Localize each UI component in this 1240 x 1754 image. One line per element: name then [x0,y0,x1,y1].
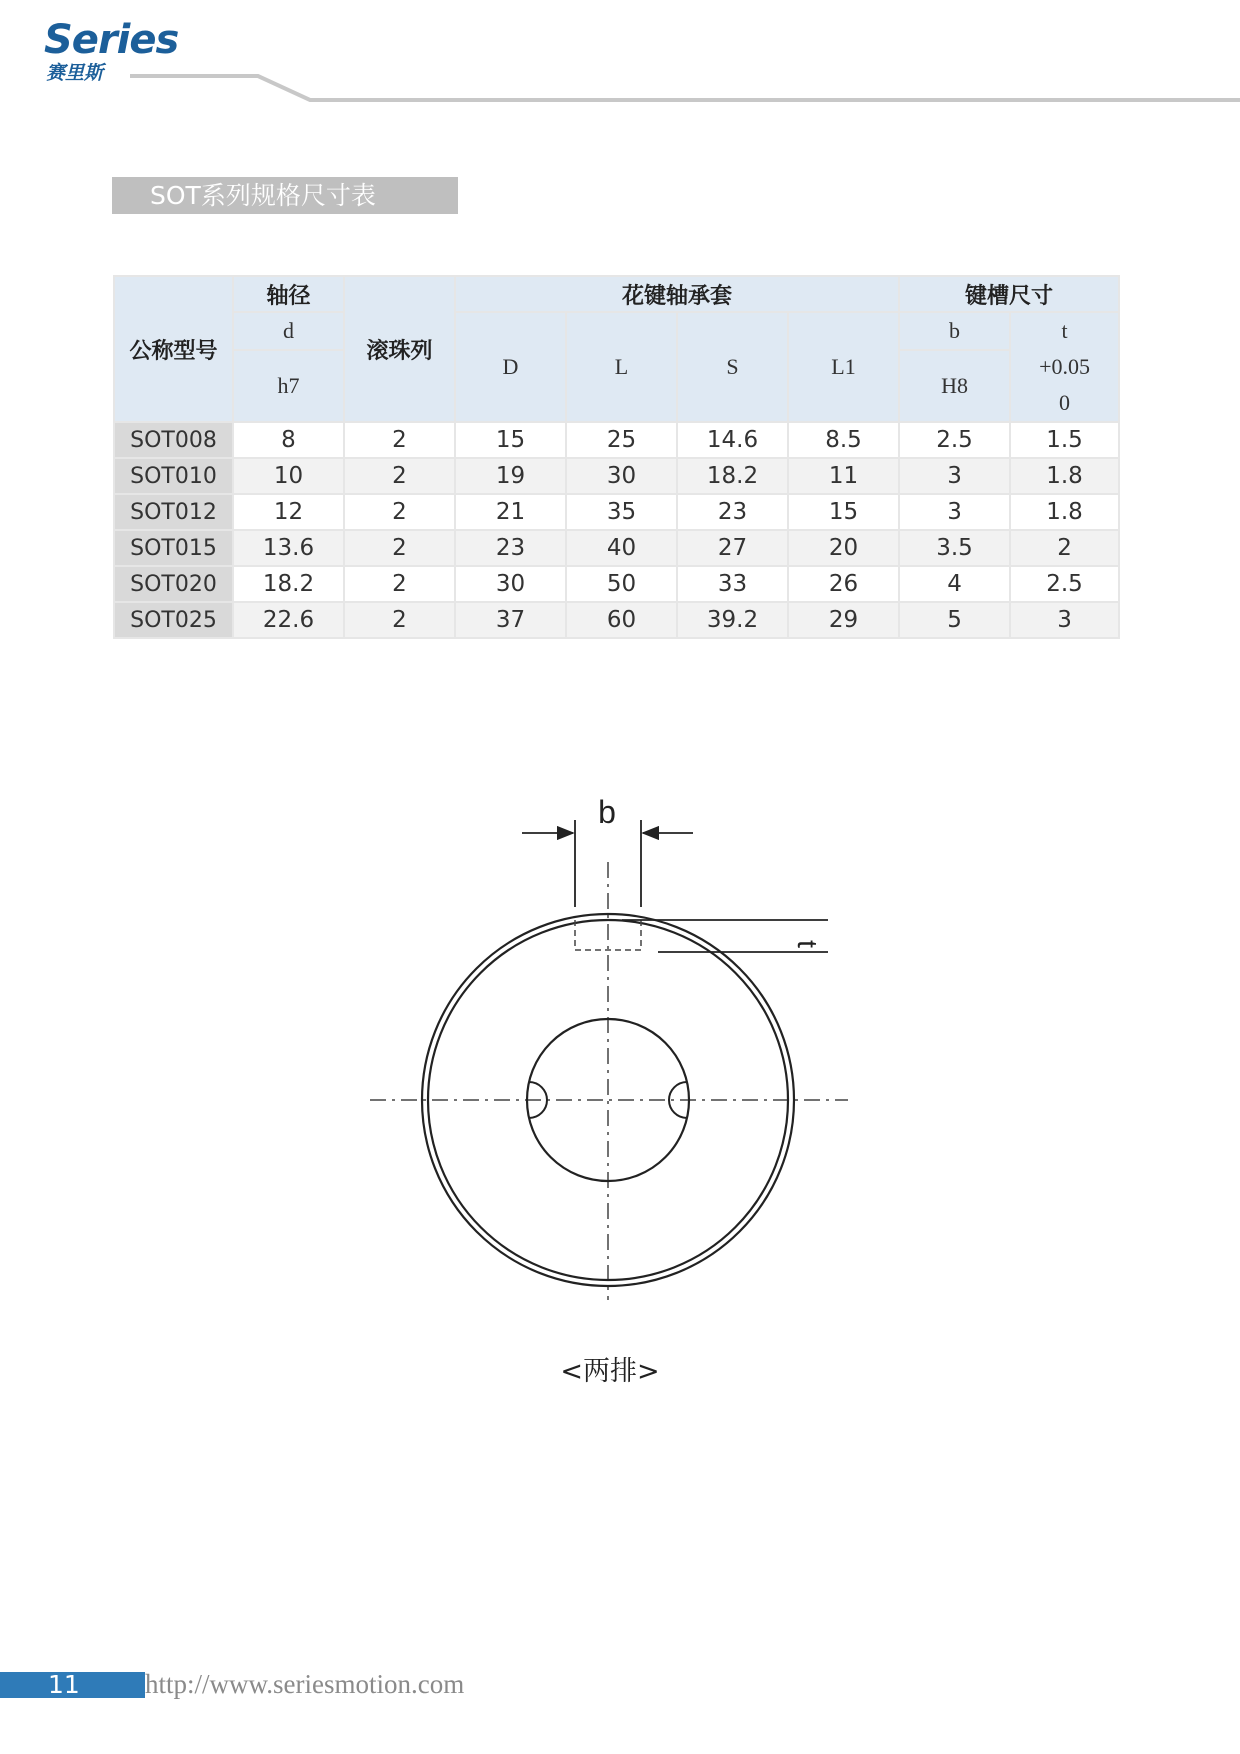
header-model: 公称型号 [114,276,233,422]
cell-t: 2.5 [1010,566,1119,602]
ball-groove-right [669,1082,687,1118]
cell-D: 23 [455,530,566,566]
header-shaft-group: 轴径 [233,276,344,312]
b-dimension-label: b [598,794,616,830]
cell-d: 10 [233,458,344,494]
cell-balls: 2 [344,422,455,458]
table-row [114,602,1119,638]
logo-chinese-name: 赛里斯 [46,62,104,84]
cell-L1: 8.5 [788,422,899,458]
cell-balls: 2 [344,602,455,638]
table-row [114,566,1119,602]
header-t-tol-lower: 0 [1059,390,1071,415]
keyway [575,920,641,950]
t-dimension-label: t [792,940,823,948]
header-t-label: t [1061,318,1068,343]
cell-S: 23 [677,494,788,530]
header-sleeve-group: 花键轴承套 [455,276,899,312]
cell-L: 30 [566,458,677,494]
header-L1: L1 [788,312,899,422]
header-D: D [455,312,566,422]
cell-balls: 2 [344,530,455,566]
cell-b: 3.5 [899,530,1010,566]
cell-L1: 26 [788,566,899,602]
cell-balls: 2 [344,458,455,494]
cell-L: 25 [566,422,677,458]
cell-L: 35 [566,494,677,530]
cell-d: 18.2 [233,566,344,602]
cell-d: 13.6 [233,530,344,566]
page-number: 11 [48,1670,80,1699]
spec-table [113,275,1120,639]
cell-model: SOT008 [114,422,233,458]
outer-circle-inner-edge [428,920,788,1280]
cell-b: 3 [899,458,1010,494]
cell-L: 40 [566,530,677,566]
cell-model: SOT012 [114,494,233,530]
header-shaft-tol: h7 [233,350,344,422]
cell-S: 33 [677,566,788,602]
cell-S: 18.2 [677,458,788,494]
header-shaft-d: d [233,312,344,350]
header-ball-rows: 滚珠列 [344,276,455,422]
cell-balls: 2 [344,494,455,530]
cell-D: 30 [455,566,566,602]
table-row [114,422,1119,458]
website-url[interactable]: http://www.seriesmotion.com [145,1669,465,1699]
header-S: S [677,312,788,422]
ball-groove-left [529,1082,547,1118]
cell-d: 22.6 [233,602,344,638]
cell-t: 1.8 [1010,458,1119,494]
cell-d: 8 [233,422,344,458]
cell-model: SOT020 [114,566,233,602]
cell-D: 21 [455,494,566,530]
table-row [114,530,1119,566]
table-row [114,494,1119,530]
header-key-group: 键槽尺寸 [899,276,1119,312]
cell-S: 39.2 [677,602,788,638]
cell-balls: 2 [344,566,455,602]
cell-L: 60 [566,602,677,638]
section-title: SOT系列规格尺寸表 [112,177,458,214]
outer-circle [422,914,794,1286]
bore-circle [527,1019,689,1181]
cell-D: 15 [455,422,566,458]
cell-b: 5 [899,602,1010,638]
cell-L1: 20 [788,530,899,566]
cell-b: 4 [899,566,1010,602]
cell-model: SOT015 [114,530,233,566]
header-divider-line [0,0,1240,110]
header-L: L [566,312,677,422]
cell-d: 12 [233,494,344,530]
logo-wordmark: Series [44,17,179,63]
cell-L1: 29 [788,602,899,638]
cell-t: 1.5 [1010,422,1119,458]
cell-b: 2.5 [899,422,1010,458]
cell-S: 14.6 [677,422,788,458]
header-t [1010,312,1119,422]
cell-D: 19 [455,458,566,494]
cell-t: 1.8 [1010,494,1119,530]
cell-model: SOT010 [114,458,233,494]
cell-b: 3 [899,494,1010,530]
header-b: b [899,312,1010,350]
cell-L1: 15 [788,494,899,530]
table-row [114,458,1119,494]
cell-t: 2 [1010,530,1119,566]
header-b-tol: H8 [899,350,1010,422]
cell-S: 27 [677,530,788,566]
cell-L1: 11 [788,458,899,494]
header-t-tol-upper: +0.05 [1039,354,1090,379]
drawing-caption: <两排> [560,1356,660,1387]
cell-L: 50 [566,566,677,602]
cell-D: 37 [455,602,566,638]
cell-t: 3 [1010,602,1119,638]
cell-model: SOT025 [114,602,233,638]
